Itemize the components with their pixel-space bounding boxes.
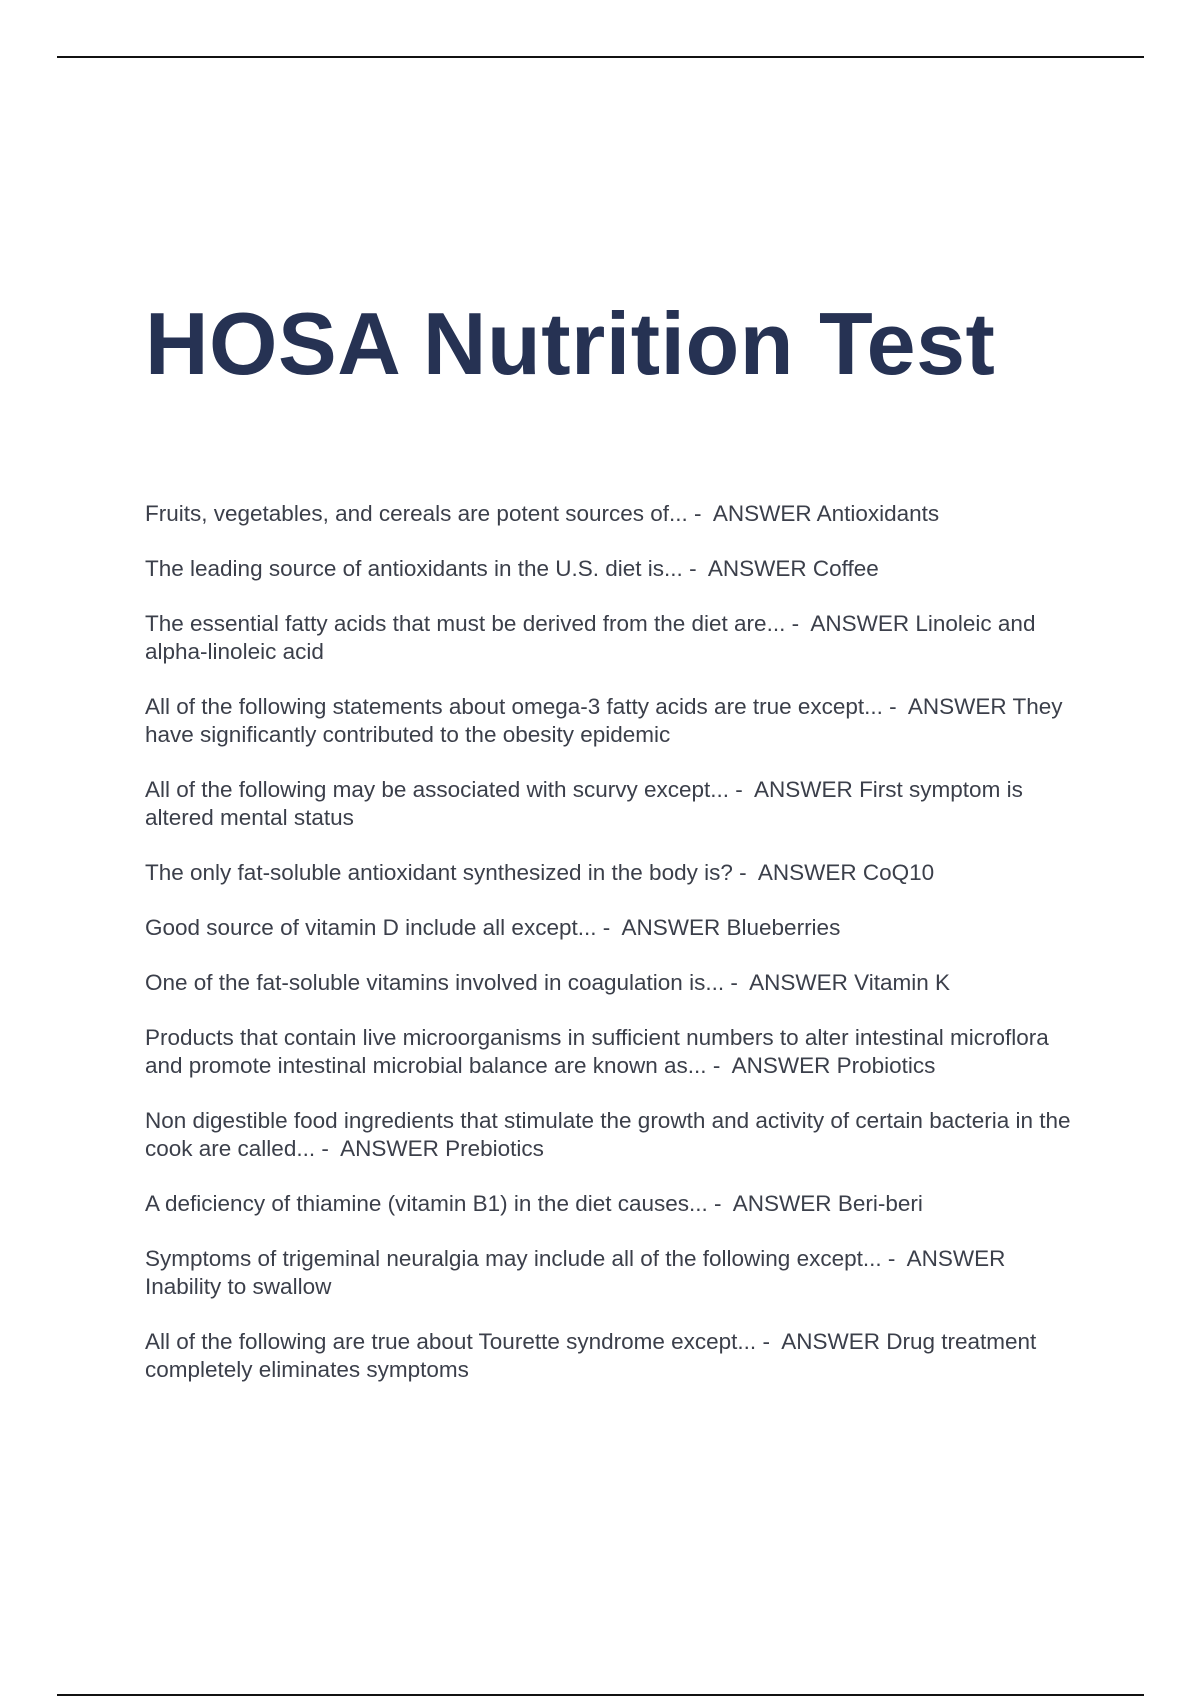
answer-prefix: ANSWER: [707, 556, 813, 581]
question-text: Non digestible food ingredients that stimulate the growth and activity of certain bacteria in the cook are called...: [145, 1108, 1071, 1161]
question-text: The essential fatty acids that must be derived from the diet are...: [145, 611, 786, 636]
question-text: Products that contain live microorganisms in sufficient numbers to alter intestinal microflora and promote intestinal microbial balance are known as...: [145, 1025, 1049, 1078]
qa-item: [145, 1328, 1085, 1384]
question-text: All of the following statements about omega-3 fatty acids are true except...: [145, 694, 883, 719]
answer-prefix: ANSWER: [757, 860, 863, 885]
qa-item: [145, 1024, 1085, 1080]
page-title: HOSA Nutrition Test: [145, 294, 996, 393]
separator: -: [729, 777, 755, 802]
separator: -: [724, 970, 750, 995]
separator: -: [596, 915, 622, 940]
separator: -: [732, 860, 758, 885]
answer-text: CoQ10: [862, 860, 935, 885]
answer-prefix: ANSWER: [810, 611, 916, 636]
qa-item: [145, 693, 1085, 749]
answer-text: Beri-beri: [837, 1191, 923, 1216]
answer-text: They have significantly contributed to the obesity epidemic: [145, 694, 1063, 747]
answer-text: Coffee: [812, 556, 879, 581]
bottom-rule: [57, 1694, 1144, 1696]
qa-item: [145, 555, 1085, 583]
separator: -: [706, 1053, 732, 1078]
answer-text: Prebiotics: [445, 1136, 544, 1161]
qa-item: [145, 1245, 1085, 1301]
answer-prefix: ANSWER: [732, 1191, 838, 1216]
separator: -: [687, 501, 713, 526]
question-text: All of the following may be associated with scurvy except...: [145, 777, 730, 802]
qa-item: [145, 914, 1085, 942]
separator: -: [315, 1136, 341, 1161]
qa-item: [145, 500, 1085, 528]
question-text: All of the following are true about Tourette syndrome except...: [145, 1329, 757, 1354]
answer-text: Inability to swallow: [145, 1274, 332, 1299]
answer-text: Drug treatment completely eliminates symptoms: [145, 1329, 1037, 1382]
separator: -: [881, 1246, 907, 1271]
top-rule: [57, 56, 1144, 58]
question-text: One of the fat-soluble vitamins involved in coagulation is...: [145, 970, 725, 995]
question-text: The only fat-soluble antioxidant synthesized in the body is?: [145, 860, 733, 885]
qa-item: [145, 969, 1085, 997]
qa-item: [145, 859, 1085, 887]
answer-text: Blueberries: [726, 915, 841, 940]
answer-prefix: ANSWER: [907, 694, 1013, 719]
answer-prefix: ANSWER: [906, 1246, 1006, 1271]
qa-item: [145, 1107, 1085, 1163]
answer-prefix: ANSWER: [754, 777, 860, 802]
qa-item: [145, 776, 1085, 832]
answer-prefix: ANSWER: [712, 501, 817, 526]
answer-text: Probiotics: [836, 1053, 936, 1078]
answer-prefix: ANSWER: [781, 1329, 887, 1354]
qa-list: [145, 500, 1085, 1411]
answer-text: Linoleic and alpha-linoleic acid: [145, 611, 1036, 664]
separator: -: [682, 556, 708, 581]
question-text: A deficiency of thiamine (vitamin B1) in the diet causes...: [145, 1191, 708, 1216]
separator: -: [707, 1191, 733, 1216]
separator: -: [785, 611, 811, 636]
answer-prefix: ANSWER: [340, 1136, 446, 1161]
separator: -: [882, 694, 908, 719]
answer-prefix: ANSWER: [621, 915, 727, 940]
qa-item: [145, 1190, 1085, 1218]
answer-text: Vitamin K: [854, 970, 950, 995]
qa-item: [145, 610, 1085, 666]
answer-prefix: ANSWER: [749, 970, 855, 995]
question-text: Fruits, vegetables, and cereals are potent sources of...: [145, 501, 688, 526]
separator: -: [756, 1329, 782, 1354]
answer-prefix: ANSWER: [731, 1053, 837, 1078]
question-text: Symptoms of trigeminal neuralgia may include all of the following except...: [145, 1246, 882, 1271]
question-text: The leading source of antioxidants in the U.S. diet is...: [145, 556, 683, 581]
answer-text: Antioxidants: [816, 501, 940, 526]
question-text: Good source of vitamin D include all except...: [145, 915, 597, 940]
answer-text: First symptom is altered mental status: [145, 777, 1023, 830]
